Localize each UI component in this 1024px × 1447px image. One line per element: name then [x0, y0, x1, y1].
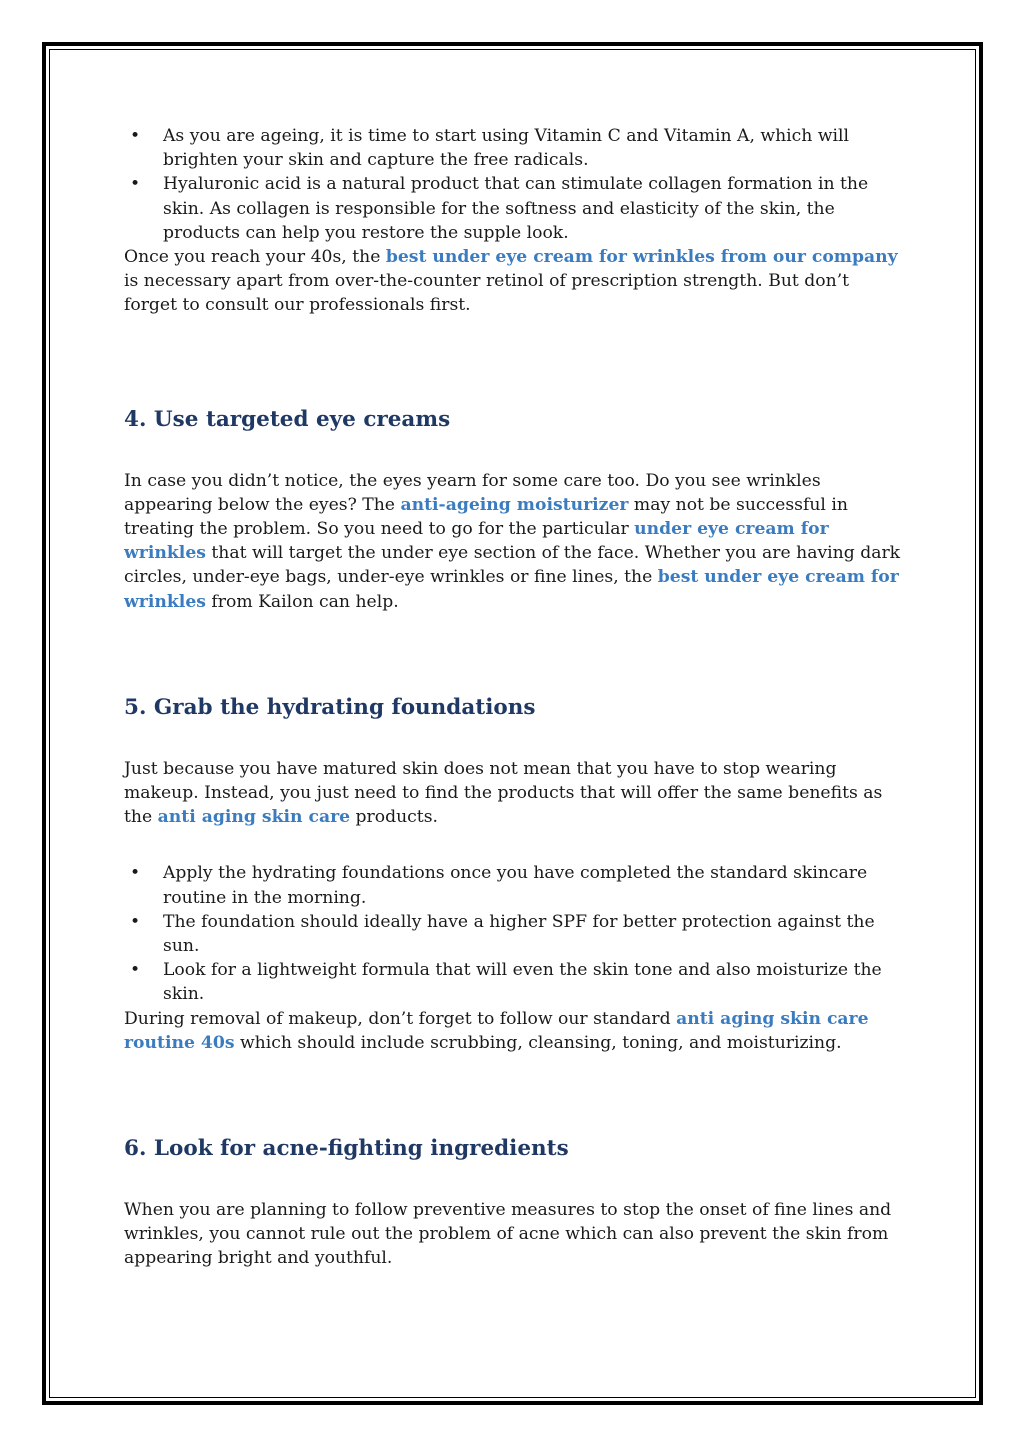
text-run: which should include scrubbing, cleansing, toning, and moisturizing.	[234, 1032, 842, 1053]
section5-bullet-list	[124, 861, 904, 1006]
bullet-icon: •	[130, 863, 141, 884]
list-item-text: The foundation should ideally have a higher SPF for better protection against the sun.	[163, 911, 875, 957]
list-item-text: Look for a lightweight formula that will even the skin tone and also moisturize the skin.	[163, 960, 882, 1005]
text-run: Just because you have matured skin does not mean that you have to stop wearing makeup. Instead, you just need to find the products that will offer the same benefits as the	[124, 758, 883, 828]
keyword-link[interactable]: under eye cream for wrinkles	[124, 519, 829, 564]
list-item	[124, 958, 904, 1006]
text-run: Once you reach your 40s, the	[124, 247, 386, 268]
text-run: is necessary apart from over-the-counter retinol of prescription strength. But don’t forget to consult our professionals first.	[124, 271, 850, 316]
list-item-text: As you are ageing, it is time to start using Vitamin C and Vitamin A, which will brighten your skin and capture the free radicals.	[163, 126, 850, 171]
section6-paragraph: When you are planning to follow preventive measures to stop the onset of fine lines and wrinkles, you cannot rule out the problem of acne which can also prevent the skin from appearing bright and youthful.	[124, 1200, 892, 1269]
bullet-icon: •	[130, 911, 141, 932]
list-item	[124, 910, 904, 958]
list-item	[124, 861, 904, 909]
text-run: that will target the under eye section of the face. Whether you are having dark circles, under-eye bags, under-eye wrinkles or fine lines, the	[124, 543, 901, 588]
intro-bullet-list	[124, 124, 904, 245]
section-heading-5: 5. Grab the hydrating foundations	[124, 694, 536, 720]
list-item-text: Apply the hydrating foundations once you have completed the standard skincare routine in the morning.	[163, 863, 868, 908]
list-item	[124, 172, 904, 245]
bullet-icon: •	[130, 126, 141, 146]
section5-paragraph	[124, 757, 904, 830]
text-run: may not be successful in treating the problem. So you need to go for the particular	[124, 494, 848, 540]
keyword-link[interactable]: anti aging skin care routine 40s	[124, 1008, 869, 1053]
keyword-link[interactable]: best under eye cream for wrinkles from our company	[385, 247, 898, 268]
list-item	[124, 124, 904, 172]
text-run: products.	[350, 807, 438, 828]
section4-paragraph	[124, 469, 904, 614]
intro-paragraph	[124, 245, 904, 318]
bullet-icon: •	[130, 960, 141, 981]
text-run: In case you didn’t notice, the eyes yearn for some care too. Do you see wrinkles appearing below the eyes? The	[124, 470, 821, 515]
bullet-icon: •	[130, 174, 141, 195]
section5-paragraph-2	[124, 1007, 904, 1055]
text-run: from Kailon can help.	[205, 591, 399, 612]
keyword-link[interactable]: anti aging skin care	[157, 807, 351, 828]
section-heading-6: 6. Look for acne-fighting ingredients	[124, 1136, 569, 1162]
keyword-link[interactable]: best under eye cream for wrinkles	[124, 567, 899, 612]
list-item-text: Hyaluronic acid is a natural product that can stimulate collagen formation in the skin. As collagen is responsible for the softness and elasticity of the skin, the products can help you restore the supple look.	[163, 174, 869, 243]
page-content	[124, 124, 904, 1271]
text-run: During removal of makeup, don’t forget to follow our standard	[124, 1008, 677, 1029]
section-heading-4: 4. Use targeted eye creams	[124, 406, 451, 432]
keyword-link[interactable]: anti-ageing moisturizer	[400, 494, 629, 515]
